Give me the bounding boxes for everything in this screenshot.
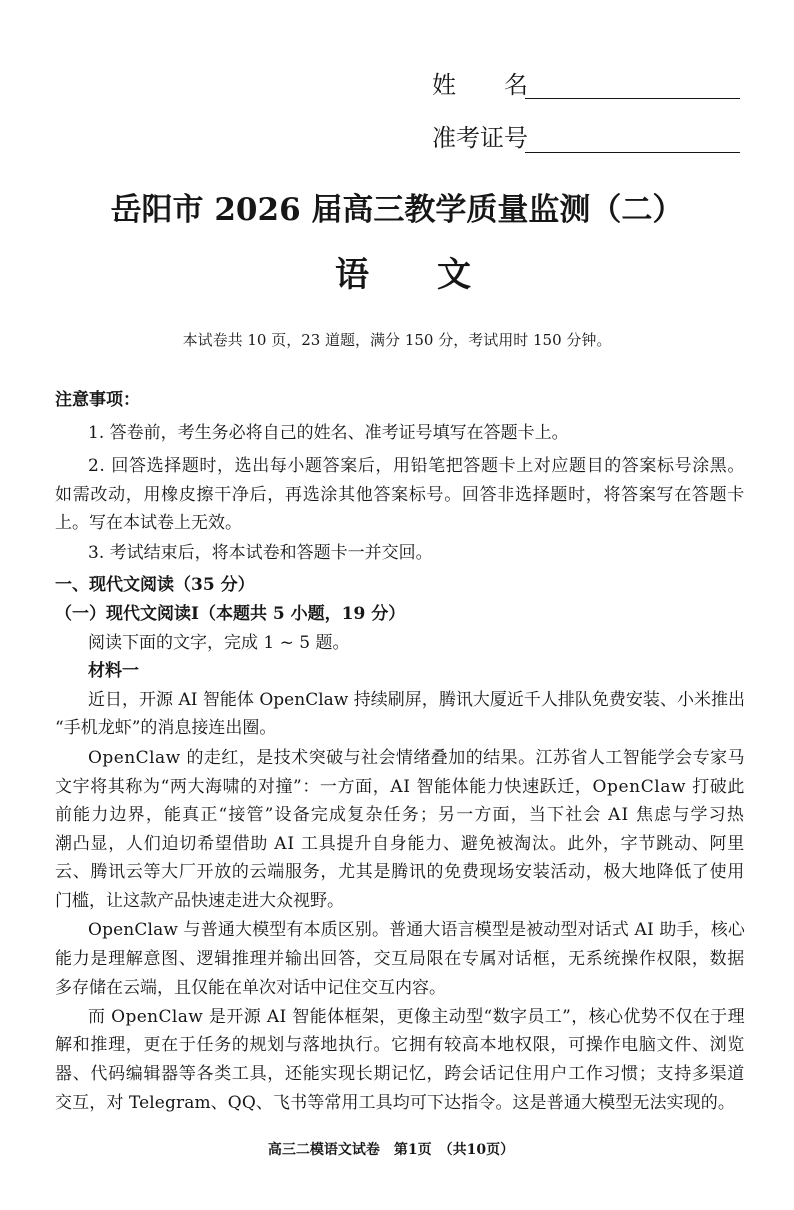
exam-info: 本试卷共 10 页，23 道题，满分 150 分，考试用时 150 分钟。 [182,331,612,349]
subsection-heading: （一）现代文阅读I（本题共 5 小题，19 分） [55,604,406,624]
paragraph-line: OpenClaw 的走红，是技术突破与社会情绪叠加的结果。江苏省人工智能学会专家马 [88,748,745,768]
paragraph-line: 能力是理解意图、逻辑推理并输出回答，交互局限在专属对话框，无系统操作权限，数据 [55,949,745,969]
exam-title: 岳阳市 2026 届高三教学质量监测（二） [110,192,684,228]
paragraph-line: 器、代码编辑器等各类工具，还能实现长期记忆，跨会话记住用户工作习惯；支持多渠道 [55,1064,745,1084]
paragraph-line: 交互，对 Telegram、QQ、飞书等常用工具均可下达指令。这是普通大模型无法实现的。 [55,1093,735,1113]
paragraph-line: 前能力边界，能真正“接管”设备完成复杂任务；另一方面，当下社会 AI 焦虑与学习热 [55,805,745,825]
exam-id-underline [525,152,740,153]
name-underline [525,98,740,99]
notice-line: 2. 回答选择题时，选出每小题答案后，用铅笔把答题卡上对应题目的答案标号涂黑。 [88,456,745,476]
paragraph-line: 多存储在云端，且仅能在单次对话中记住交互内容。 [55,978,446,998]
paragraph-line: 潮凸显，人们迫切希望借助 AI 工具提升自身能力、避免被淘汰。此外，字节跳动、阿里 [55,834,745,854]
paragraph-line: 近日，开源 AI 智能体 OpenClaw 持续刷屏，腾讯大厦近千人排队免费安装、小米推出 [88,690,745,710]
paragraph-line: 云、腾讯云等大厂开放的云端服务，尤其是腾讯的免费现场安装活动，极大地降低了使用 [55,862,745,882]
notice-heading: 注意事项： [55,390,140,410]
paragraph-line: OpenClaw 与普通大模型有本质区别。普通大语言模型是被动型对话式 AI 助手，核心 [88,920,745,940]
name-label: 姓 名 [432,71,528,99]
page-footer: 高三二模语文试卷 第1页 （共10页） [267,1142,515,1158]
reading-instruction: 阅读下面的文字，完成 1 ~ 5 题。 [88,633,350,653]
material-label: 材料一 [88,661,139,681]
paragraph-line: 而 OpenClaw 是开源 AI 智能体框架，更像主动型“数字员工”，核心优势不仅在于理 [88,1007,745,1027]
subject-title: 语 文 [335,255,471,295]
paragraph-line: “手机龙虾”的消息接连出圈。 [55,718,277,738]
paragraph-line: 解和推理，更在于任务的规划与落地执行。它拥有较高本地权限，可操作电脑文件、浏览 [55,1035,745,1055]
notice-line: 3. 考试结束后，将本试卷和答题卡一并交回。 [88,543,433,563]
notice-line: 如需改动，用橡皮擦干净后，再选涂其他答案标号。回答非选择题时，将答案写在答题卡 [55,485,745,505]
exam-id-label: 准考证号 [432,124,528,152]
notice-line: 1. 答卷前，考生务必将自己的姓名、准考证号填写在答题卡上。 [88,423,569,443]
section-heading: 一、现代文阅读（35 分） [55,575,255,595]
paragraph-line: 门槛，让这款产品快速走进大众视野。 [55,891,344,911]
paragraph-line: 文宇将其称为“两大海啸的对撞”：一方面，AI 智能体能力快速跃迁，OpenClaw 打破此 [55,777,745,797]
notice-line: 上。写在本试卷上无效。 [55,513,242,533]
